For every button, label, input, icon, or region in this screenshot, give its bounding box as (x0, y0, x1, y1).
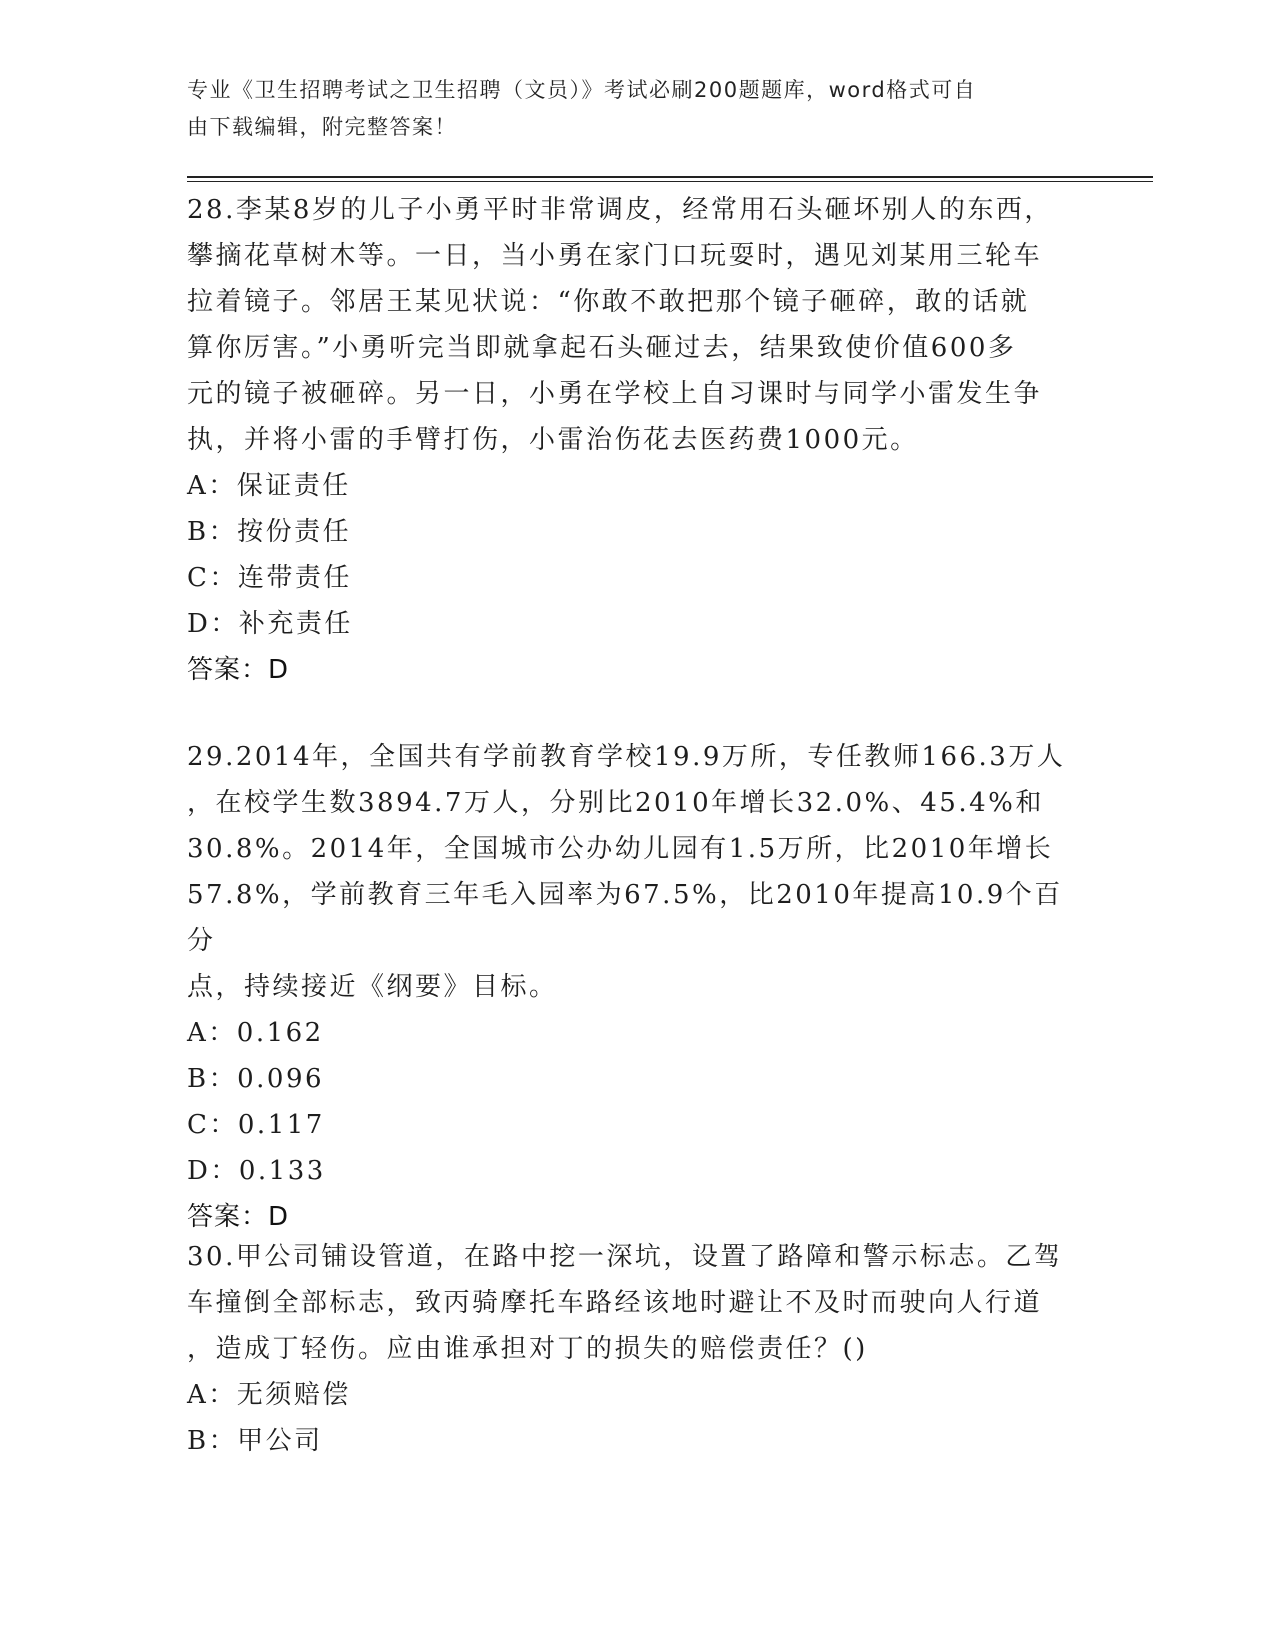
question-stem (187, 1234, 1067, 1372)
document-header (187, 72, 1067, 146)
stem-line: 30.甲公司铺设管道，在路中挖一深坑，设置了路障和警示标志。乙驾 (187, 1242, 1063, 1272)
option-b: B：按份责任 (187, 517, 352, 547)
stem-line: ，在校学生数3894.7万人，分别比2010年增长32.0%、45.4%和 (187, 788, 1044, 818)
stem-line: 车撞倒全部标志，致丙骑摩托车路经该地时避让不及时而驶向人行道 (187, 1288, 1043, 1318)
stem-line: 28.李某8岁的儿子小勇平时非常调皮，经常用石头砸坏别人的东西， (187, 195, 1053, 225)
option-b: B：0.096 (187, 1064, 325, 1094)
header-rule-thick (187, 176, 1153, 178)
question-29 (187, 734, 1067, 1240)
stem-line: 57.8%，学前教育三年毛入园率为67.5%，比2010年提高10.9个百分 (187, 880, 1063, 956)
header-line-2: 由下载编辑，附完整答案！ (187, 115, 457, 139)
header-rule-thin (187, 181, 1153, 182)
stem-line: 元的镜子被砸碎。另一日，小勇在学校上自习课时与同学小雷发生争 (187, 379, 1043, 409)
stem-line: 拉着镜子。邻居王某见状说：“你敢不敢把那个镜子砸碎，敢的话就 (187, 287, 1030, 317)
option-c: C：连带责任 (187, 563, 352, 593)
option-b: B：甲公司 (187, 1426, 323, 1456)
header-line-1: 专业《卫生招聘考试之卫生招聘（文员）》考试必刷200题题库，word格式可自 (187, 78, 977, 102)
stem-line: 执，并将小雷的手臂打伤，小雷治伤花去医药费1000元。 (187, 425, 919, 455)
answer-line: 答案：D (187, 655, 290, 685)
option-a: A：0.162 (187, 1018, 324, 1048)
option-d: D：补充责任 (187, 609, 353, 639)
question-stem (187, 187, 1067, 463)
stem-line: 攀摘花草树木等。一日，当小勇在家门口玩耍时，遇见刘某用三轮车 (187, 241, 1043, 271)
question-stem (187, 734, 1067, 1010)
question-28 (187, 187, 1067, 693)
option-d: D：0.133 (187, 1156, 326, 1186)
answer-line: 答案：D (187, 1202, 290, 1232)
option-a: A：保证责任 (187, 471, 351, 501)
option-a: A：无须赔偿 (187, 1380, 351, 1410)
stem-line: ，造成丁轻伤。应由谁承担对丁的损失的赔偿责任？() (187, 1334, 868, 1364)
stem-line: 点，持续接近《纲要》目标。 (187, 972, 558, 1002)
stem-line: 算你厉害。”小勇听完当即就拿起石头砸过去，结果致使价值600多 (187, 333, 1017, 363)
stem-line: 29.2014年，全国共有学前教育学校19.9万所，专任教师166.3万人 (187, 742, 1066, 772)
question-30 (187, 1234, 1067, 1464)
option-c: C：0.117 (187, 1110, 325, 1140)
stem-line: 30.8%。2014年，全国城市公办幼儿园有1.5万所，比2010年增长 (187, 834, 1054, 864)
